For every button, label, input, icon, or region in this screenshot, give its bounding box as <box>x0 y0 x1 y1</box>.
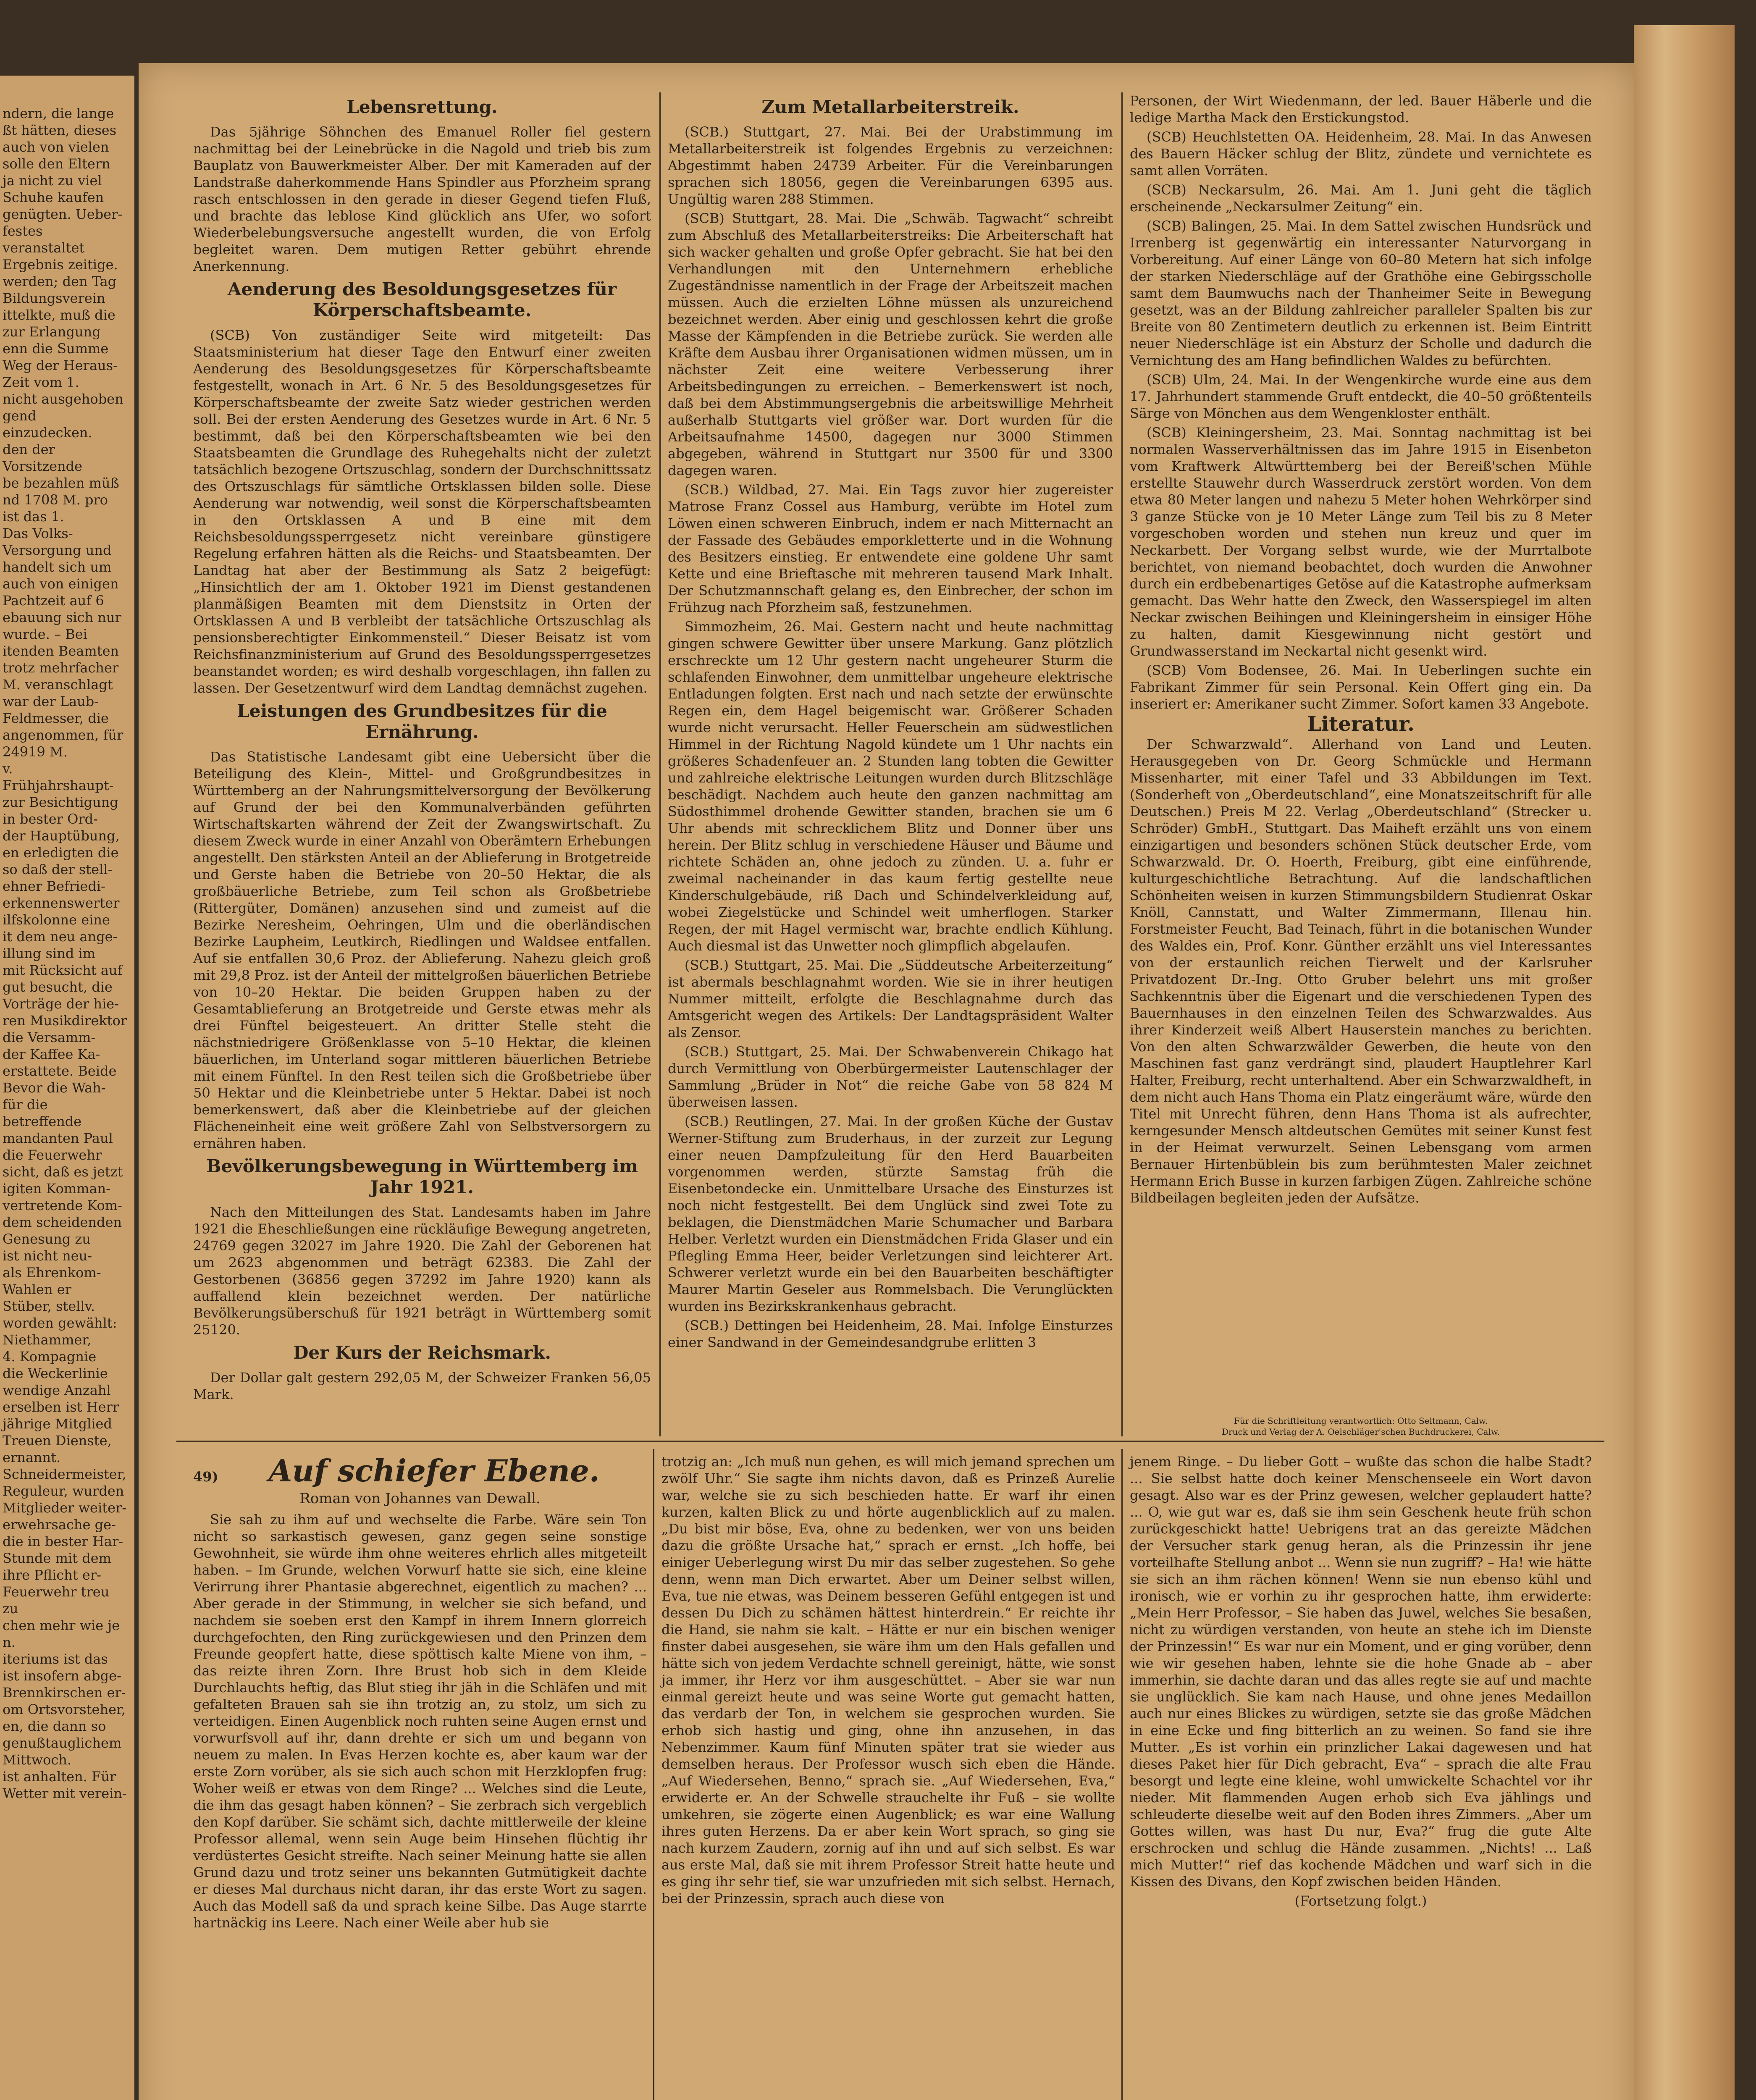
article-stuttgart-2: (SCB.) Stuttgart, 25. Mai. Der Schwabenverein Chikago hat durch Vermittlung von Oberbürgermeister Lautenschlager der Sammlung „Brüder in Not“ die reiche Gabe von 58 824 M überweisen lassen. <box>668 1044 1113 1110</box>
headline-literatur: Literatur. <box>1307 712 1415 736</box>
imprint-publisher: Druck und Verlag der A. Oelschläger'schen Buchdruckerei, Calw. <box>1222 1427 1500 1437</box>
left-page-line: ist insofern abge- <box>3 1668 121 1684</box>
serial-title: Auf schiefer Ebene. <box>268 1453 600 1488</box>
left-page-line: Treuen Dienste, <box>3 1433 112 1449</box>
left-page-line: mit Rücksicht auf <box>3 962 123 978</box>
left-page-line: der Hauptübung, <box>3 828 120 844</box>
left-page-line: gut besucht, die <box>3 979 113 995</box>
column-rule <box>1121 92 1123 1436</box>
left-page-line: Vorträge der hie- <box>3 996 119 1012</box>
left-page-line: werden; den Tag <box>3 273 117 289</box>
article-ulm: (SCB) Ulm, 24. Mai. In der Wengenkirche wurde eine aus dem 17. Jahrhundert stammende Gruft entdeckt, die 40–50 größtenteils Särge von Mönchen aus dem Wengenkloster enthält. <box>1130 372 1592 421</box>
left-page-line: erwehrsache ge- <box>3 1517 116 1533</box>
article-lebensrettung: Das 5jährige Söhnchen des Emanuel Roller fiel gestern nachmittag bei der Leinebrücke in die Nagold und trieb bis zum Bauplatz von Bauwerkmeister Alber. Der mit Kameraden auf der Landstraße daherkommende Hans Spindler aus Pforzheim sprang rasch entschlossen in den gerade in dieser Gegend tiefen Fluß, und brachte das leblose Kind glücklich ans Ufer, wo sofort Wiederbelebungsversuche angestellt wurden, die von Erfolg begleitet waren. Dem mutigen Retter gebührt ehrende Anerkennung. <box>193 124 651 274</box>
left-page-line: Das Volks- <box>3 525 73 541</box>
serial-text-3: jenem Ringe. – Du lieber Gott – wußte das schon die halbe Stadt? ... Sie selbst hatte doch keiner Menschenseele ein Wort davon gesagt. Also war es der Prinz gewesen, welcher geplaudert hatte? ... O, wie gut war es, daß sie ihm sein Geschenk heute früh schon zurückgeschickt hatte! Uebrigens trat an das gereizte Mädchen der Versucher stark genug heran, als die Prinzessin ihr jene vorteilhafte Stellung anbot ... Wenn sie nun zugriff? – Ha! wie hätte sie sich an ihm rächen können! Wenn sie nun ebenso kühl und ironisch, wie er vorhin zu ihr gesprochen hatte, ihm erwiderte: „Mein Herr Professor, – Sie haben das Juwel, welches Sie besaßen, nicht zu würdigen verstanden, von heute an stehe ich im Dienste der Prinzessin!“ Es war nur ein Moment, und er ging vorüber, denn wie wir gesehen haben, lehnte sie die hohe Gnade ab – aber immerhin, sie dachte daran und das alles regte sie auf und machte sie unglücklich. Sie kam nach Hause, und ohne jenes Medaillon auch nur eines Blickes zu würdigen, setzte sie das große Mädchen in eine Ecke und fing bitterlich an zu weinen. So fand sie ihre Mutter. „Es ist vorhin ein prinzlicher Lakai dagewesen und hat dieses Paket hier für Dich gebracht, Eva“ – sprach die alte Frau besorgt und legte eine kleine, wohl umwickelte Schachtel vor ihr nieder. Mit flammenden Augen erhob sich Eva jählings und schleuderte dieselbe weit auf den Boden ihres Zimmers. „Aber um Gottes willen, was hast Du nur, Eva?“ frug die gute Alte erschrocken und schlug die Hände zusammen. „Nichts! ... Laß mich Mutter!“ rief das kochende Mädchen und warf sich in die Kissen des Divans, den Kopf zwischen beiden Händen. <box>1130 1454 1592 1890</box>
left-page-line: worden gewählt: <box>3 1315 117 1331</box>
left-page-line: Bildungsverein <box>3 290 105 306</box>
left-page-line: mandanten Paul <box>3 1130 113 1146</box>
serial-column-2 <box>661 1453 1115 1909</box>
serial-byline: Roman von Johannes van Dewall. <box>299 1490 541 1507</box>
serial-continuation: (Fortsetzung folgt.) <box>1294 1893 1427 1909</box>
left-page-line: ja nicht zu viel <box>3 173 102 189</box>
left-page-line: enn die Summe <box>3 341 109 357</box>
left-page-line: Genesung zu <box>3 1231 91 1247</box>
imprint-editor: Für die Schriftleitung verantwortlich: Otto Seltmann, Calw. <box>1234 1416 1488 1426</box>
left-page-line: erselben ist Herr <box>3 1399 119 1415</box>
left-page-line: M. veranschlagt <box>3 677 113 693</box>
headline-reichsmark: Der Kurs der Reichsmark. <box>293 1342 551 1363</box>
left-page-line: ist das 1. <box>3 509 64 525</box>
left-page-line: en, die dann so <box>3 1718 106 1734</box>
left-page-line: Wahlen er <box>3 1281 71 1297</box>
left-page-line: Versorgung und <box>3 542 112 558</box>
left-page-text <box>3 105 129 1802</box>
left-page-line: Wetter mit verein- <box>3 1785 127 1801</box>
left-page-line: in bester Ord- <box>3 811 98 827</box>
article-grundbesitz: Das Statistische Landesamt gibt eine Uebersicht über die Beteiligung des Klein-, Mittel- und Großgrundbesitzes in Württemberg an der Nahrungsmittelversorgung der Bevölkerung auf Grund der bei den Kommunalverbänden geführten Wirtschaftskarten während der Zeit der Zwangswirtschaft. Zu diesem Zweck wurde in einer Anzahl von Oberämtern Erhebungen angestellt. Den stärksten Anteil an der Ablieferung in Brotgetreide und Gerste haben die Betriebe von 20–50 Hektar, die als großbäuerliche Betriebe, zum Teil schon als Großbetriebe (Rittergüter, Domänen) anzusehen sind und zumeist auf die Bezirke Neresheim, Oehringen, Ulm und die oberländischen Bezirke Laupheim, Leutkirch, Riedlingen und Waldsee entfallen. Auf sie entfallen 30,6 Proz. der Ablieferung. Nahezu gleich groß mit 29,8 Proz. ist der Anteil der mittelgroßen bäuerlichen Betriebe von 10–20 Hektar. Die beiden Gruppen haben zu der Gesamtablieferung an Brotgetreide und Gerste etwas mehr als drei Fünftel beigesteuert. An dritter Stelle steht die nächstniedrigere Größenklasse von 5–10 Hektar, die kleinen bäuerlichen, im Unterland sogar mittleren bäuerlichen Betriebe mit einem Fünftel. In den Rest teilen sich die Großbetriebe über 50 Hektar und die Kleinbetriebe unter 5 Hektar. Dabei ist noch bemerkenswert, daß aber die Kleinbetriebe auf der gleichen Flächeneinheit eine weit größere Zahl von Selbstversorgern zu ernähren haben. <box>193 749 651 1151</box>
article-dettingen-cont: Personen, der Wirt Wiedenmann, der led. Bauer Häberle und die ledige Martha Mack den Erstickungstod. <box>1130 93 1592 126</box>
left-page-line: be bezahlen müß <box>3 475 119 491</box>
left-page-line: en erledigten die <box>3 845 119 861</box>
left-page-line: iteriums ist das <box>3 1651 108 1667</box>
left-page-fragment <box>0 76 137 2100</box>
left-page-line: Weg der Heraus- <box>3 357 118 373</box>
left-page-line: ittelkte, muß die <box>3 307 115 323</box>
left-page-line: chen mehr wie je <box>3 1617 120 1633</box>
left-page-line: ist anhalten. Für <box>3 1769 116 1785</box>
left-page-line: ist nicht neu- <box>3 1248 92 1264</box>
left-page-line: die Versamm- <box>3 1029 96 1045</box>
article-stuttgart-1: (SCB.) Stuttgart, 25. Mai. Die „Süddeutsche Arbeiterzeitung“ ist abermals beschlagnahmt worden. Wie sie in ihrer heutigen Nummer mitteilt, erfolgte die Beschlagnahme durch das Amtsgericht wegen des Artikels: Der Landtagspräsident Walter als Zensor. <box>668 957 1113 1040</box>
left-page-line: ihre Pflicht er- <box>3 1567 101 1583</box>
left-page-line: ernannt. <box>3 1449 61 1465</box>
serial-text-1: Sie sah zu ihm auf und wechselte die Farbe. Wäre sein Ton nicht so sarkastisch gewesen, ganz gegen seine sonstige Gewohnheit, sie würde ihm ohne weiteres ehrlich alles mitgeteilt haben. – Im Grunde, welchen Vorwurf hatte sie sich, eine kleine Verirrung ihrer Phantasie abgerechnet, eigentlich zu machen? ... Aber gerade in der Stimmung, in welcher sie sich befand, und nachdem sie soeben erst den Kampf in ihrem Innern glorreich durchgefochten, den Ring zurückgewiesen und den Prinzen dem Freunde geopfert hatte, diese spöttisch kalte Miene von ihm, – das reizte ihren Zorn. Ihre Brust hob sich in dem Kleide Durchlauchts heftig, das Blut stieg ihr jäh in die Schläfen und mit gefalteten Brauen sah sie ihn trotzig an, zu stolz, um sich zu verteidigen. Einen Augenblick noch ruhten seine Augen ernst und vorwurfsvoll auf ihr, dann drehte er sich um und begann von neuem zu malen. In Evas Herzen kochte es, aber kaum war der erste Zorn vorüber, als sie sich auch schon mit Herzklopfen frug: Woher weiß er etwas von dem Ringe? ... Welches sind die Leute, die ihm das gesagt haben können? – Sie zerbrach sich vergeblich den Kopf darüber. Sie schämt sich, dachte mittlerweile der kleine Professor allemal, wenn sein Auge beim Hinsehen flüchtig ihr verdüstertes Gesicht streifte. Nach seiner Meinung hatte sie allen Grund dazu und trotz seiner uns bekannten Gutmütigkeit dachte er dieses Mal durchaus nicht daran, ihr das erste Wort zu sagen. Auch das Modell saß da und sprach keine Silbe. Das Auge starrte hartnäckig ins Leere. Nach einer Weile aber hub sie <box>193 1512 647 1931</box>
left-page-line: igiten Komman- <box>3 1181 111 1197</box>
left-page-line: Bevor die Wah- <box>3 1080 106 1096</box>
left-page-line: ren Musikdirektor <box>3 1013 127 1029</box>
left-page-line: trotz mehrfacher <box>3 660 119 676</box>
left-page-line: genügten. Ueber- <box>3 206 123 222</box>
left-page-line: ßt hätten, dieses <box>3 122 117 138</box>
left-page-line: vertretende Kom- <box>3 1197 122 1213</box>
article-dettingen: (SCB.) Dettingen bei Heidenheim, 28. Mai. Infolge Einsturzes einer Sandwand in der Gemeindesandgrube erlitten 3 <box>668 1318 1113 1350</box>
left-page-line: auch von vielen <box>3 139 109 155</box>
left-page-line: festes veranstaltet <box>3 223 85 256</box>
article-kleiningersheim: (SCB) Kleiningersheim, 23. Mai. Sonntag nachmittag ist bei normalen Wasserverhältnissen das im Jahre 1915 in Eisenbeton vom Kraftwerk Altwürttemberg bei der Bereiß'schen Mühle erstellte Stauwehr durch Wasserdruck zerstört worden. Von dem etwa 80 Meter langen und nahezu 5 Meter hohen Wehrkörper sind 3 ganze Stücke von je 10 Meter Länge zum Teil bis zu 8 Meter vorgeschoben worden und stehen nun kreuz und quer im Neckarbett. Der Vorgang selbst wurde, wie der Murrtalbote berichtet, von niemand beobachtet, doch wurden die Anwohner durch ein erdbebenartiges Getöse auf die Katastrophe aufmerksam gemacht. Das Wehr hatte den Zweck, den Wasserspiegel im alten Neckar zwischen Beihingen und Kleiningersheim in einsiger Höhe zu halten, damit Kiesgewinnung nicht gestört und Grundwasserstand im Neckartal nicht gesenkt wird. <box>1130 425 1592 659</box>
left-page-line: für die betreffende <box>3 1097 82 1129</box>
left-page-line: handelt sich um <box>3 559 112 575</box>
left-page-line: ehner Befriedi- <box>3 878 105 894</box>
left-page-line: zur Erlangung <box>3 324 101 340</box>
column-2 <box>668 92 1113 1353</box>
left-page-line: Stüber, stellv. <box>3 1298 95 1314</box>
left-page-line: gend einzudecken. <box>3 408 92 441</box>
article-metall-2: (SCB) Stuttgart, 28. Mai. Die „Schwäb. Tagwacht“ schreibt zum Abschluß des Metallarbeiterstreiks: Die Arbeiterschaft hat sich wacker gehalten und große Opfer gebracht. Sie hat bei den Verhandlungen mit den Unternehmern erhebliche Zugeständnisse namentlich in der Frage der Arbeitszeit machen müssen. Auch die erzielten Löhne müssen als unzureichend bezeichnet werden. Aber einig und geschlossen kehrt die große Masse der Kämpfenden in die Betriebe zurück. Sie werden alle Kräfte dem Ausbau ihrer Organisationen widmen müssen, um in nächster Zeit eine weitere Verbesserung ihrer Arbeitsbedingungen zu erreichen. – Bemerkenswert ist noch, daß bei dem Abstimmungsergebnis die arbeitswillige Mehrheit außerhalb Stuttgarts viel größer war. Dort wurden für die Arbeitsaufnahme 14500, dagegen nur 3000 Stimmen abgegeben, während in Stuttgart nur 3500 für und 3300 dagegen waren. <box>668 210 1113 478</box>
left-page-line: erkennenswerter <box>3 895 120 911</box>
left-page-line: ndern, die lange <box>3 105 114 121</box>
left-page-line: illung sind im <box>3 945 96 961</box>
serial-text-2: trotzig an: „Ich muß nun gehen, es will mich jemand sprechen um zwölf Uhr.“ Sie sagte ihm nichts davon, daß es Prinzeß Aurelie war, welche sie zu sich beschieden hatte. Er warf ihr einen kurzen, kalten Blick zu und hörte augenblicklich auf zu malen. „Du bist mir böse, Eva, ohne zu bedenken, wer von uns beiden dazu die größte Ursache hat,“ sprach er ernst. „Ich hoffe, bei einiger Ueberlegung wirst Du mir das selber zugestehen. So gehe denn, wenn man Dich erwartet. Aber um Deiner selbst willen, Eva, tue nie etwas, was Deinem besseren Gefühl entgegen ist und dessen Du Dich zu schämen hättest hinterdrein.“ Er reichte ihr die Hand, sie nahm sie kalt. – Hätte er nur ein bischen weniger finster dabei ausgesehen, sie wäre ihm um den Hals gefallen und hätte sich von jedem Verdachte schnell gereinigt, hätte, wie sonst ja immer, ihr Herz vor ihm ausgeschüttet. – Aber sie war nun einmal gereizt heute und was seine Worte gut gemacht hatten, das verdarb der Ton, in welchem sie gesprochen wurden. Sie erhob sich hastig und ging, ohne ihn anzusehen, in das Nebenzimmer. Kaum fünf Minuten später trat sie wieder aus demselben heraus. Der Professor wusch sich eben die Hände. „Auf Wiedersehen, Benno,“ sprach sie. „Auf Wiedersehen, Eva,“ erwiderte er. An der Schwelle strauchelte ihr Fuß – sie wollte umkehren, sie zögerte einen Augenblick; es war eine Wallung ihres guten Herzens. Da er aber kein Wort sprach, so ging sie nach kurzem Zaudern, zornig auf ihn und auf sich selbst. Es war aus erste Mal, daß sie mit ihrem Professor Streit hatte heute und es ging ihr sehr tief, sie war unzufrieden mit sich selbst. Hernach, bei der Prinzessin, sprach auch diese von <box>661 1454 1115 1906</box>
article-besoldung: (SCB) Von zuständiger Seite wird mitgeteilt: Das Staatsministerium hat dieser Tage den Entwurf einer zweiten Aenderung des Besoldungsgesetzes für Körperschaftsbeamte festgestellt, wonach in Art. 6 Nr. 5 des Besoldungsgesetzes für Körperschaftsbeamte der zweite Satz wieder gestrichen werden soll. Bei der ersten Aenderung des Gesetzes wurde in Art. 6 Nr. 5 bestimmt, daß bei den Körperschaftsbeamten wie bei den Staatsbeamten die Grundlage des Ruhegehalts nicht der zuletzt tatsächlich bezogene Ortszuschlag, sondern der Durchschnittssatz des Ortszuschlags für sämtliche Ortsklassen bilden solle. Diese Aenderung war notwendig, weil sonst die Körperschaftsbeamten in den Ortsklassen A und B eine mit dem Reichsbesoldungssperrgesetz nicht vereinbare günstigere Regelung erfahren hätten als die Reichs- und Staatsbeamten. Der Landtag hat aber der Bestimmung als Satz 2 beigefügt: „Hinsichtlich der am 1. Oktober 1921 im Dienst gestandenen planmäßigen Beamten mit dem Dienstsitz in Orten der Ortsklassen A und B verbleibt der tatsächliche Ortszuschlag als pensionsberechtigter Einkommensteil.“ Dieser Beisatz ist vom Reichsfinanzministerium auf Grund des Besoldungssperrgesetzes beanstandet worden; es wird deshalb vorgeschlagen, ihn fallen zu lassen. Der Gesetzentwurf wird dem Landtag demnächst zugehen. <box>193 327 651 696</box>
headline-bevoelkerung: Bevölkerungsbewegung in Württemberg im Jahr 1921. <box>206 1156 638 1197</box>
left-page-line: so daß der stell- <box>3 861 113 877</box>
left-page-line: Frühjahrshaupt- <box>3 777 114 793</box>
left-page-line: om Ortsvorsteher, <box>3 1701 126 1717</box>
page-edge <box>1634 25 1735 2100</box>
column-3 <box>1130 92 1592 1209</box>
left-page-line: 4. Kompagnie <box>3 1349 97 1365</box>
article-reichsmark: Der Dollar galt gestern 292,05 M, der Schweizer Franken 56,05 Mark. <box>193 1370 651 1402</box>
serial-column-3 <box>1130 1453 1592 1909</box>
column-1 <box>193 92 651 1405</box>
left-page-line: genußtauglichem <box>3 1735 122 1751</box>
left-page-line: die Weckerlinie <box>3 1365 108 1381</box>
left-page-line: die in bester Har- <box>3 1533 123 1549</box>
left-page-line: Stunde mit dem <box>3 1550 111 1566</box>
left-page-line: 24919 M. <box>3 744 68 760</box>
left-page-line: Mittwoch. <box>3 1752 72 1768</box>
left-page-line: Ergebnis zeitige. <box>3 257 118 273</box>
column-rule <box>653 1449 654 2100</box>
left-page-line: wurde. – Bei <box>3 626 87 642</box>
left-page-line: v. <box>3 761 13 777</box>
left-page-line: wendige Anzahl <box>3 1382 111 1398</box>
left-page-line: der Kaffee Ka- <box>3 1046 100 1062</box>
article-literatur: Der Schwarzwald“. Allerhand von Land und Leuten. Herausgegeben von Dr. Georg Schmückle und Hermann Missenharter, mit einer Tafel und 33 Abbildungen im Text. (Sonderheft von „Oberdeutschland“, eine Monatszeitschrift für alle Deutschen.) Preis M 22. Verlag „Oberdeutschland“ (Strecker u. Schröder) GmbH., Stuttgart. Das Maiheft erzählt uns von einem einzigartigen und besonders schönen Stück deutscher Erde, vom Schwarzwald. Dr. O. Hoerth, Freiburg, gibt eine einführende, kulturgeschichtliche Betrachtung. Auf die landschaftlichen Schönheiten weisen in kurzen Stimmungsbildern Studienrat Oskar Knöll, Cannstatt, und Walter Zimmermann, Illenau hin. Forstmeister Feucht, Bad Teinach, führt in die botanischen Wunder des Waldes ein, Prof. Konr. Günther erzählt uns viel Interessantes von der erstaunlich reichen Tierwelt und der Karlsruher Privatdozent Dr.-Ing. Otto Gruber belehrt uns mit großer Sachkenntnis über die Eigenart und die verschiedenen Typen des Bauernhauses in den einzelnen Teilen des Schwarzwaldes. Aus ihrer Kinderzeit weiß Albert Hauserstein manches zu berichten. Von den alten Schwarzwälder Gewerben, die heute von den Maschinen fast ganz verdrängt sind, plaudert Hauptlehrer Karl Halter, Freiburg, recht unterhaltend. Aber ein Schwarzwaldheft, in dem nicht auch Hans Thoma ein Platz eingeräumt wäre, würde den Titel mit Unrecht führen, denn Hans Thoma ist als aufrechter, kerngesunder Mensch altdeutschen Gemütes mit seiner Kunst fest in der Heimat verwurzelt. Seinen Lebensgang vom armen Bernauer Hirtenbüblein bis zum berühmtesten Maler zeichnet Hermann Erich Busse in kurzen farbigen Zügen. Zahlreiche schöne Bildbeilagen begleiten jeden der Aufsätze. <box>1130 736 1592 1206</box>
column-rule <box>659 92 661 1436</box>
left-page-line: zur Besichtigung <box>3 794 118 810</box>
left-page-line: Schneidermeister, <box>3 1466 126 1482</box>
left-page-line: Schuhe kaufen <box>3 189 104 205</box>
left-page-line: jährige Mitglied <box>3 1416 112 1432</box>
left-page-line: Reguleur, wurden <box>3 1483 124 1499</box>
left-page-line: Feuerwehr treu zu <box>3 1584 110 1617</box>
left-page-line: n. <box>3 1634 16 1650</box>
left-page-line: den der Vorsitzende <box>3 441 83 474</box>
left-page-line: ilfskolonne eine <box>3 912 110 928</box>
serial-number: 49) <box>193 1469 218 1485</box>
article-heuchlstetten: (SCB) Heuchlstetten OA. Heidenheim, 28. Mai. In das Anwesen des Bauern Häcker schlug der Blitz, zündete und vernichtete es samt allen Vorräten. <box>1130 129 1592 178</box>
article-wildbad: (SCB.) Wildbad, 27. Mai. Ein Tags zuvor hier zugereister Matrose Franz Cossel aus Hamburg, verübte im Hotel zum Löwen einen schweren Einbruch, indem er nach Mitternacht an der Fassade des Gebäudes emporkletterte und in die Wohnung des Besitzers einstieg. Er entwendete eine goldene Uhr samt Kette und eine Brieftasche mit mehreren tausend Mark Inhalt. Der Schutzmannschaft gelang es, den Einbrecher, der schon im Frühzug nach Pforzheim saß, festzunehmen. <box>668 482 1113 615</box>
article-reutlingen: (SCB.) Reutlingen, 27. Mai. In der großen Küche der Gustav Werner-Stiftung zum Bruderhaus, in der zurzeit zur Legung einer neuen Dampfzuleitung für den Herd Bauarbeiten vorgenommen werden, stürzte Samstag früh die Eisenbetondecke ein. Unmittelbare Ursache des Einsturzes ist noch nicht festgestellt. Bei dem Unglück sind zwei Tote zu beklagen, die Dienstmädchen Marie Schumacher und Barbara Helber. Verletzt wurden ein Dienstmädchen Frida Glaser und ein Pflegling Emma Heer, beider Verletzungen sind leichterer Art. Schwerer verletzt wurde ein bei den Bauarbeiten beschäftigter Maurer Martin Geseler aus Rommelsbach. Die Verunglückten wurden ins Bezirkskrankenhaus gebracht. <box>668 1113 1113 1314</box>
left-page-line: auch von einigen <box>3 576 119 592</box>
article-metall-1: (SCB.) Stuttgart, 27. Mai. Bei der Urabstimmung im Metallarbeiterstreik ist folgendes Ergebnis zu verzeichnen: Abgestimmt haben 24739 Arbeiter. Für die Vereinbarungen sprachen sich 18056, gegen die Vereinbarungen 6395 aus. Ungültig waren 288 Stimmen. <box>668 124 1113 207</box>
headline-lebensrettung: Lebensrettung. <box>346 97 498 117</box>
serial-column-1 <box>193 1453 647 1934</box>
left-page-line: als Ehrenkom- <box>3 1265 101 1281</box>
left-page-line: nd 1708 M. pro <box>3 492 108 508</box>
left-page-line: die Feuerwehr <box>3 1147 102 1163</box>
left-page-line: Pachtzeit auf 6 <box>3 593 104 609</box>
left-page-line: war der Laub- <box>3 693 99 709</box>
article-bodensee: (SCB) Vom Bodensee, 26. Mai. In Ueberlingen suchte ein Fabrikant Zimmer für sein Personal. Kein Offert ging ein. Da inseriert er: Amerikaner sucht Zimmer. Sofort kamen 33 Angebote. <box>1130 662 1592 712</box>
left-page-line: angenommen, für <box>3 727 123 743</box>
article-simmozheim: Simmozheim, 26. Mai. Gestern nacht und heute nachmittag gingen schwere Gewitter über unsere Markung. Ganz plötzlich erschreckte um 12 Uhr gestern nacht ungeheurer Sturm die schlafenden Einwohner, dem unmittelbar ungeheure elektrische Entladungen folgten. Erst nach und nach setzte der erwünschte Regen ein, dem Hagel beigemischt war. Größerer Schaden wurde nicht verursacht. Heller Feuerschein am südwestlichen Himmel in der Richtung Nagold kündete um 1 Uhr nachts ein größeres Schadenfeuer an. 2 Stunden lang tobten die Gewitter und zahlreiche elektrische Leitungen wurden durch Blitzschläge beschädigt. Nachdem auch heute den ganzen nachmittag am Südosthimmel drohende Gewitter standen, brachen sie um 6 Uhr abends mit schrecklichem Blitz und Donner über uns herein. Der Blitz schlug in verschiedene Häuser und Bäume und richtete Schäden an, ohne jedoch zu zünden. U. a. fuhr er zweimal nacheinander in das kaum fertig gestellte neue Kinderschulgebäude, riß Dach und Schindelverkleidung auf, wobei Ziegelstücke und Schindel weit umherflogen. Starker Regen, der mit Hagel vermischt war, brachte endlich Kühlung. Auch diesmal ist das Unwetter noch glimpflich abgelaufen. <box>668 619 1113 954</box>
left-page-line: nicht ausgehoben <box>3 391 123 407</box>
section-rule <box>176 1441 1604 1442</box>
headline-besoldung: Aenderung des Besoldungsgesetzes für Körperschaftsbeamte. <box>227 279 617 320</box>
left-page-line: sicht, daß es jetzt <box>3 1164 123 1180</box>
article-balingen: (SCB) Balingen, 25. Mai. In dem Sattel zwischen Hundsrück und Irrenberg ist gegenwärtig ein interessanter Naturvorgang in Vorbereitung. Auf einer Länge von 60–80 Metern hat sich infolge der starken Niederschläge auf der Grathöhe eine Gebirgsscholle samt dem Baumwuchs nach der Thanheimer Seite in Bewegung gesetzt, was an der Bildung zahlreicher paralleler Spalten bis zur Breite von 80 Zentimetern deutlich zu erkennen ist. Beim Eintritt neuer Niederschläge ist ein Absturz der Scholle und dadurch die Vernichtung des am Hang befindlichen Waldes zu befürchten. <box>1130 218 1592 368</box>
left-page-line: Mitglieder weiter- <box>3 1500 127 1516</box>
headline-metallarbeiter: Zum Metallarbeiterstreik. <box>761 97 1019 117</box>
column-rule <box>1121 1449 1123 2100</box>
left-page-line: it dem neu ange- <box>3 929 118 945</box>
article-bevoelkerung: Nach den Mitteilungen des Stat. Landesamts haben im Jahre 1921 die Eheschließungen eine rückläufige Bewegung angetreten, 24769 gegen 32027 im Jahre 1920. Die Zahl der Geborenen hat um 2623 abgenommen und beträgt 62383. Die Zahl der Gestorbenen (36856 gegen 37292 im Jahre 1920) kann als auffallend klein bezeichnet werden. Der natürliche Bevölkerungsüberschuß für 1921 beträgt in Württemberg somit 25120. <box>193 1204 651 1338</box>
left-page-line: Feldmesser, die <box>3 710 109 726</box>
imprint <box>1134 1415 1588 1437</box>
headline-grundbesitz: Leistungen des Grundbesitzes für die Ernährung. <box>237 701 607 742</box>
left-page-line: ebauung sich nur <box>3 609 121 625</box>
left-page-line: dem scheidenden <box>3 1214 122 1230</box>
left-page-line: Brennkirschen er- <box>3 1685 126 1701</box>
left-page-line: erstattete. Beide <box>3 1063 117 1079</box>
left-page-line: itenden Beamten <box>3 643 119 659</box>
left-page-line: Niethammer, <box>3 1332 92 1348</box>
left-page-line: solle den Eltern <box>3 156 110 172</box>
left-page-line: Zeit vom 1. <box>3 374 79 390</box>
article-neckarsulm: (SCB) Neckarsulm, 26. Mai. Am 1. Juni geht die täglich erscheinende „Neckarsulmer Zeitung“ ein. <box>1130 182 1592 215</box>
